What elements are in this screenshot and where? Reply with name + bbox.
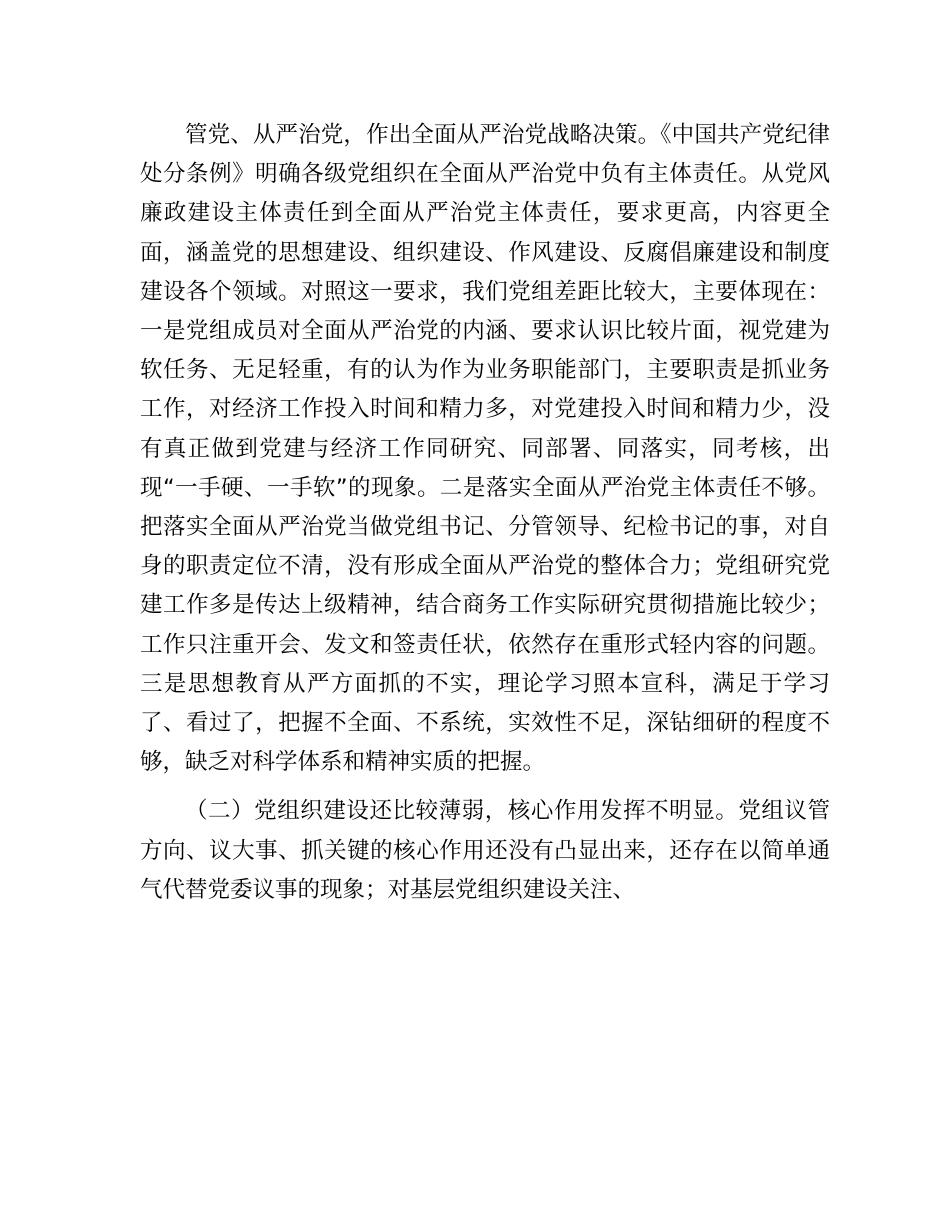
body-paragraph-1: 管党、从严治党，作出全面从严治党战略决策。《中国共产党纪律处分条例》明确各级党组织在全面从严治党中负有主体责任。从党风廉政建设主体责任到全面从严治党主体责任，要求更高，内容更全面，涵盖党的思想建设、组织建设、作风建设、反腐倡廉建设和制度建设各个领域。对照这一要求，我们党组差距比较大，主要体现在：一是党组成员对全面从严治党的内涵、要求认识比较片面，视党建为软任务、无足轻重，有的认为作为业务职能部门，主要职责是抓业务工作，对经济工作投入时间和精力多，对党建投入时间和精力少，没有真正做到党建与经济工作同研究、同部署、同落实，同考核，出现“一手硬、一手软”的现象。二是落实全面从严治党主体责任不够。把落实全面从严治党当做党组书记、分管领导、纪检书记的事，对自身的职责定位不清，没有形成全面从严治党的整体合力；党组研究党建工作多是传达上级精神，结合商务工作实际研究贯彻措施比较少；工作只注重开会、发文和签责任状，依然存在重形式轻内容的问题。三是思想教育从严方面抓的不实，理论学习照本宣科，满足于学习了、看过了，把握不全面、不系统，实效性不足，深钻细研的程度不够，缺乏对科学体系和精神实质的把握。 xyxy=(140,122,830,776)
body-paragraph-2: （二）党组织建设还比较薄弱，核心作用发挥不明显。党组议管方向、议大事、抓关键的核心作用还没有凸显出来，还存在以简单通气代替党委议事的现象；对基层党组织建设关注、 xyxy=(140,798,830,903)
document-body xyxy=(140,116,830,910)
